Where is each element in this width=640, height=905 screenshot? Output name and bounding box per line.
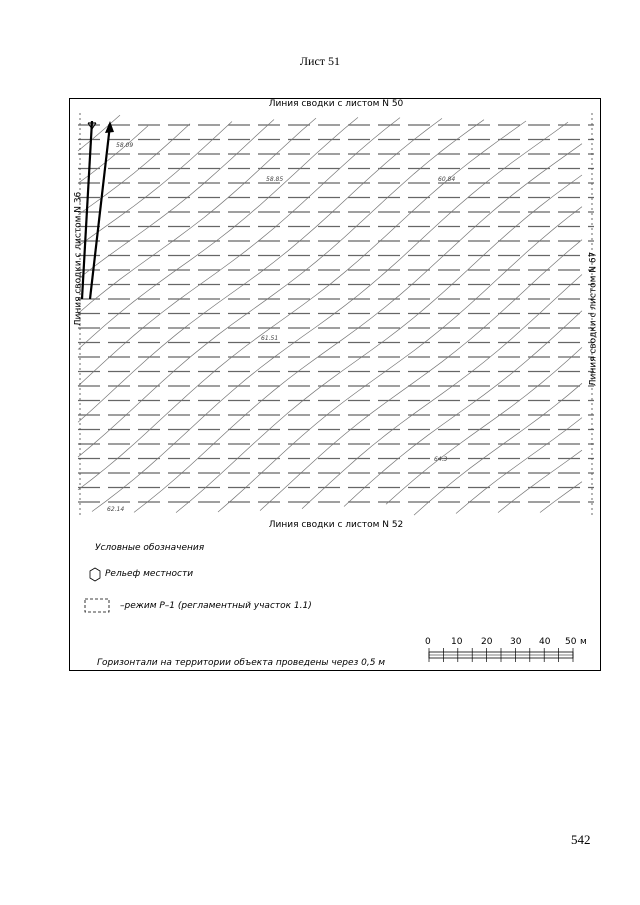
contour-lines (78, 113, 592, 517)
contour-line (176, 175, 582, 513)
contour-line (78, 115, 120, 151)
contour-line (414, 383, 582, 515)
bottom-edge-label: Линия сводки с листом N 52 (268, 520, 404, 530)
contour-line (540, 482, 582, 513)
legend-relief-label: Рельеф местности (105, 569, 194, 579)
scale-tick-label: 50 (565, 637, 577, 647)
contour-line (218, 207, 582, 512)
contour-line (456, 418, 582, 514)
map-frame (69, 98, 601, 671)
scale-tick-label: 20 (481, 637, 493, 647)
page-number: 542 (571, 832, 591, 847)
contour-line (78, 122, 232, 247)
scale-tick-label: 40 (539, 637, 551, 647)
elevation-label: 61.51 (261, 335, 279, 342)
scale-bar (429, 648, 573, 662)
scale-unit: м (580, 637, 587, 647)
contour-interval-note: Горизонтали на территории объекта проведены через 0,5 м (97, 658, 386, 668)
legend-title: Условные обозначения (95, 543, 205, 553)
scale-tick-label: 10 (451, 637, 463, 647)
contour-line (78, 120, 484, 457)
scale-tick-label: 30 (510, 637, 522, 647)
left-edge-label-wrap (72, 109, 84, 409)
contour-line (344, 311, 582, 507)
right-edge-label-wrap (587, 239, 599, 399)
topographic-map (70, 99, 602, 672)
contour-line (78, 121, 526, 490)
right-edge-label: Линия сводки с листом N 67 (588, 251, 598, 387)
elevation-label: 62.14 (107, 506, 125, 513)
contour-line (78, 118, 316, 313)
relief-legend-icon (90, 568, 100, 581)
elevation-label: 64.3 (434, 456, 448, 463)
elevation-label: 58.09 (116, 142, 134, 149)
contour-line (78, 118, 400, 387)
scale-tick-label: 0 (425, 637, 431, 647)
legend-zone-label: –режим Р–1 (регламентный участок 1.1) (120, 601, 312, 611)
top-edge-label: Линия сводки с листом N 50 (268, 99, 404, 109)
elevation-label: 60.84 (438, 176, 456, 183)
left-edge-label: Линия сводки с листом N 36 (73, 191, 83, 327)
zone-hatching (78, 125, 594, 502)
contour-line (92, 122, 568, 511)
elevation-label: 58.85 (266, 176, 284, 183)
contour-line (498, 450, 582, 512)
zone-legend-icon (85, 599, 109, 612)
contour-line (260, 240, 582, 511)
contour-line (78, 117, 358, 349)
sheet-title: Лист 51 (299, 54, 341, 68)
